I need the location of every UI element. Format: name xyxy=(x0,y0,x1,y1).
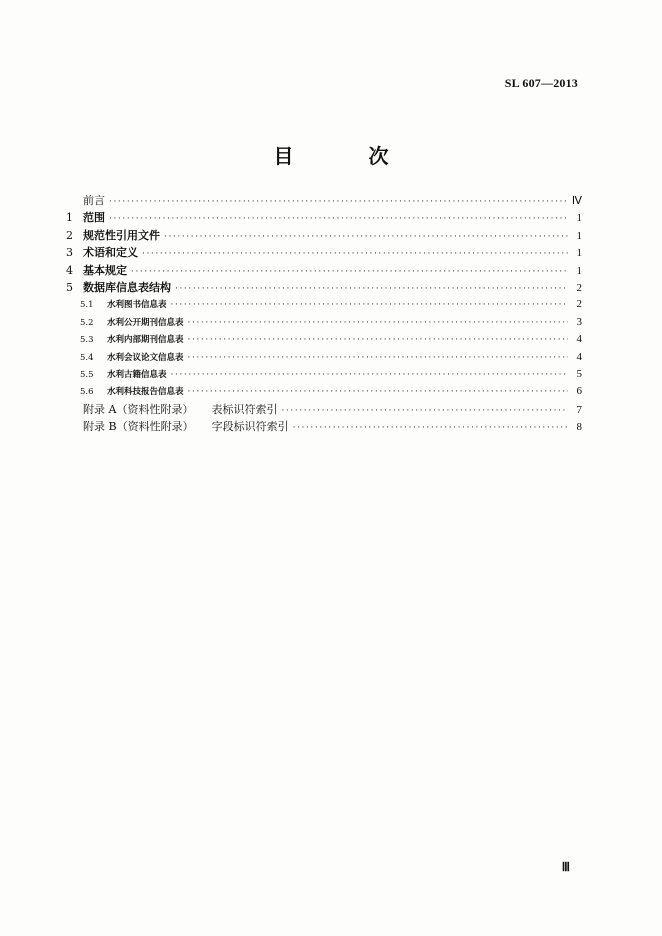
toc-leader-dots xyxy=(188,384,568,401)
toc-entry-page: 1 xyxy=(576,212,582,225)
toc-entry[interactable] xyxy=(66,262,582,279)
toc-entry-number: 4 xyxy=(66,263,73,277)
toc-entry-label: 数据库信息表结构 xyxy=(83,280,171,294)
toc-entry-page: 1 xyxy=(576,264,582,277)
toc-leader-dots xyxy=(131,264,568,281)
toc-leader-dots xyxy=(164,229,568,246)
toc-entry-page: 2 xyxy=(576,281,582,294)
toc-entry-label: 前言 xyxy=(83,194,105,207)
toc-leader-dots xyxy=(142,246,568,263)
standard-code: SL 607—2013 xyxy=(504,76,578,90)
page-title: 目 次 xyxy=(273,144,423,168)
toc-leader-dots xyxy=(188,332,568,349)
toc-entry-number: 5.4 xyxy=(80,352,94,363)
toc-entry-label: 规范性引用文件 xyxy=(83,228,160,242)
toc-entry-page: 5 xyxy=(576,367,582,380)
toc-entry-label: 附录 A（资料性附录） xyxy=(83,402,194,416)
toc-entry[interactable] xyxy=(66,418,582,435)
toc-leader-dots xyxy=(293,420,568,437)
toc-entry-label: 基本规定 xyxy=(83,263,127,277)
toc-entry-label: 水利古籍信息表 xyxy=(107,369,167,380)
toc-leader-dots xyxy=(171,367,568,384)
toc-entry-number: 3 xyxy=(66,246,73,260)
toc-entry-label: 范围 xyxy=(83,211,105,225)
toc-entry[interactable] xyxy=(66,366,582,383)
toc-entry-label: 水利科技报告信息表 xyxy=(107,387,184,398)
toc-entry-page: 1 xyxy=(576,247,582,260)
toc-entry[interactable] xyxy=(66,383,582,400)
toc-entry-number: 5.2 xyxy=(80,317,94,328)
toc-entry-page: Ⅳ xyxy=(571,195,582,207)
toc-entry[interactable] xyxy=(66,314,582,331)
toc-leader-dots xyxy=(281,403,568,420)
toc-entry[interactable] xyxy=(66,349,582,366)
toc-entry[interactable] xyxy=(66,401,582,418)
toc-entry-label: 水利会议论文信息表 xyxy=(107,352,184,363)
toc-entry-page: 2 xyxy=(576,298,582,311)
toc-entry-number: 5.1 xyxy=(80,300,94,311)
toc-entry-number: 5.5 xyxy=(80,369,94,380)
toc-entry[interactable] xyxy=(66,227,582,244)
toc-entry-label: 水利图书信息表 xyxy=(107,300,167,311)
toc-entry-label: 术语和定义 xyxy=(83,246,138,260)
page-number: Ⅲ xyxy=(561,860,570,874)
toc-leader-dots xyxy=(109,211,568,228)
toc-leader-dots xyxy=(175,281,568,298)
toc-entry[interactable] xyxy=(66,192,582,209)
toc-entry-number: 5.3 xyxy=(80,335,94,346)
toc-entry-page: 1 xyxy=(576,229,582,242)
toc-entry-number: 2 xyxy=(66,228,73,242)
toc-entry-page: 3 xyxy=(576,315,582,328)
toc-entry-number: 5.6 xyxy=(80,387,94,398)
toc-entry[interactable] xyxy=(66,209,582,226)
toc-leader-dots xyxy=(188,315,568,332)
toc-entry-page: 4 xyxy=(576,350,582,363)
toc-entry[interactable] xyxy=(66,279,582,296)
toc-entry[interactable] xyxy=(66,296,582,313)
table-of-contents xyxy=(66,192,582,435)
toc-leader-dots xyxy=(188,350,568,367)
toc-entry-page: 8 xyxy=(576,421,582,434)
toc-entry-page: 6 xyxy=(576,385,582,398)
toc-entry[interactable] xyxy=(66,331,582,348)
toc-entry-label: 水利公开期刊信息表 xyxy=(107,317,184,328)
toc-entry-number: 5 xyxy=(66,280,73,294)
toc-entry-number: 1 xyxy=(66,211,73,225)
toc-entry-label: 附录 B（资料性附录） xyxy=(83,420,194,434)
toc-entry-subtitle: 表标识符索引 xyxy=(211,402,278,416)
toc-leader-dots xyxy=(171,297,568,314)
toc-entry[interactable] xyxy=(66,244,582,261)
toc-entry-page: 7 xyxy=(576,403,582,416)
toc-entry-subtitle: 字段标识符索引 xyxy=(211,420,289,434)
toc-leader-dots xyxy=(109,194,568,211)
toc-entry-label: 水利内部期刊信息表 xyxy=(107,335,184,346)
toc-entry-page: 4 xyxy=(576,333,582,346)
